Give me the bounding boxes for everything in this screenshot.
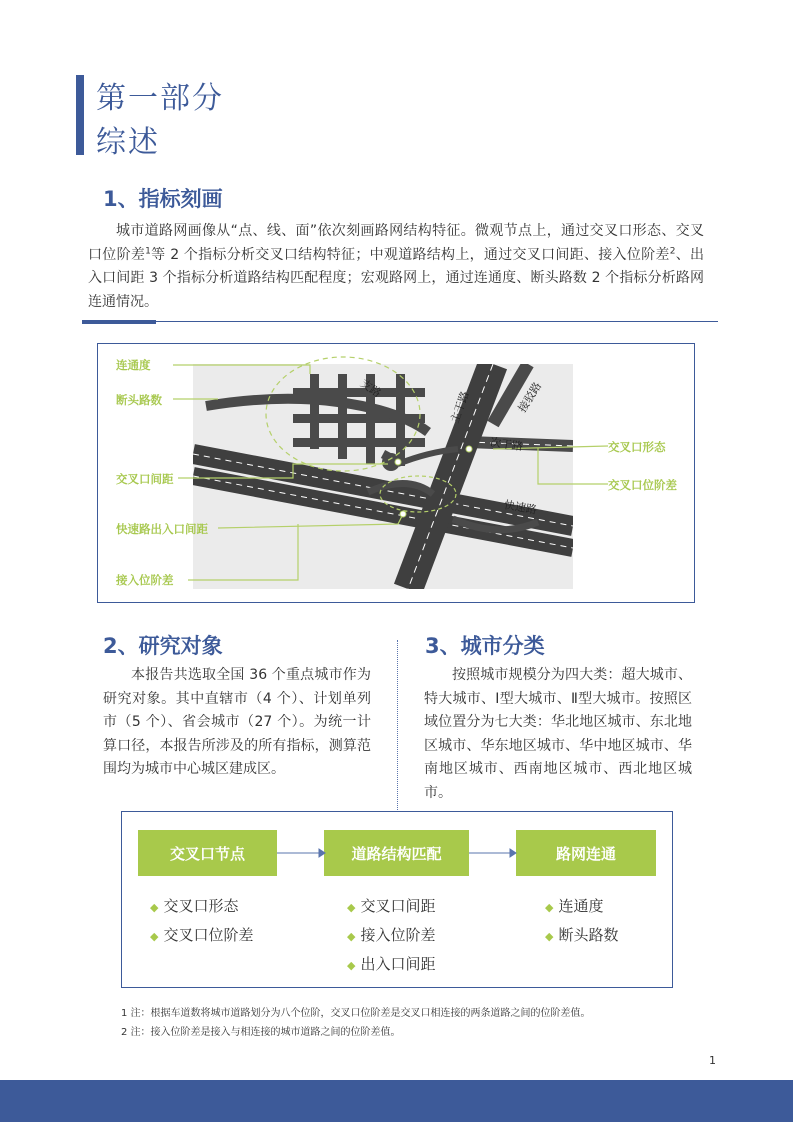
diamond-bullet-icon: ◆ [347, 901, 356, 914]
part-subtitle: 综述 [96, 125, 160, 160]
map-label-intersection-form: 交叉口形态 [608, 440, 666, 454]
column-divider [397, 640, 398, 812]
section-divider-thin [156, 321, 718, 322]
section1-text-b: 等 2 个指标分析交叉口结构特征；中观道路结构上，通过交叉口间距、接入位阶差 [150, 246, 670, 263]
flow-box-network-connectivity: 路网连通 [516, 830, 656, 876]
flow-arrows [277, 845, 517, 861]
part-accent-bar [76, 75, 84, 155]
diamond-bullet-icon: ◆ [347, 959, 356, 972]
footnote-ref-2: 2 [669, 245, 676, 256]
section-divider-thick [82, 320, 156, 324]
footnote-1: 1 注：根据车道数将城市道路划分为八个位阶，交叉口位阶差是交叉口相连接的两条道路之间的位阶差值。 [121, 1008, 591, 1019]
road-network-graphic [98, 344, 694, 602]
section1-text-a: 城市道路网画像从“点、线、面”依次刻画路网结构特征。微观节点上，通过交叉口形态、交叉口位阶差 [88, 223, 704, 263]
map-label-dead-end-roads: 断头路数 [116, 393, 162, 407]
footer-bar [0, 1080, 793, 1122]
road-label-branch: 支路 [357, 376, 384, 401]
footnote-2: 2 注：接入位阶差是接入与相连接的城市道路之间的位阶差值。 [121, 1027, 401, 1038]
map-label-connectivity: 连通度 [116, 358, 151, 372]
section2-title: 2、研究对象 [103, 634, 223, 658]
flow-box-intersection-node: 交叉口节点 [138, 830, 277, 876]
road-label-connector: 接驳路 [515, 379, 545, 415]
section1-text-c: 、出入口间距 3 个指标分析道路结构匹配程度；宏观路网上，通过连通度、断头路数 2 个指标分析路网连通情况。 [88, 246, 704, 310]
road-label-secondary: 次干路 [489, 435, 524, 454]
map-label-access-grade-diff: 接入位阶差 [116, 573, 174, 587]
section3-title: 3、城市分类 [425, 634, 545, 658]
flow-item: ◆ 接入位阶差 [347, 926, 436, 944]
road-label-arterial: 主干路 [448, 389, 472, 425]
flow-box-road-structure: 道路结构匹配 [324, 830, 469, 876]
flow-item: ◆ 连通度 [545, 897, 604, 915]
flow-item: ◆ 交叉口间距 [347, 897, 436, 915]
map-label-intersection-grade-diff: 交叉口位阶差 [608, 478, 677, 492]
map-label-intersection-spacing: 交叉口间距 [116, 472, 174, 486]
diamond-bullet-icon: ◆ [545, 930, 554, 943]
map-label-ramp-spacing: 快速路出入口间距 [116, 522, 208, 536]
part-title: 第一部分 [96, 81, 224, 116]
diamond-bullet-icon: ◆ [150, 901, 159, 914]
flow-item: ◆ 交叉口形态 [150, 897, 239, 915]
road-label-expressway: 快速路 [503, 498, 538, 517]
section1-title: 1、指标刻画 [103, 187, 223, 211]
section3-paragraph: 按照城市规模分为四大类：超大城市、特大城市、Ⅰ型大城市、Ⅱ型大城市。按照区域位置分为七大类：华北地区城市、东北地区城市、华东地区城市、华中地区城市、华南地区城市、西南地区城市、西北地区城市。 [424, 667, 692, 801]
page-number: 1 [709, 1054, 716, 1067]
section2-paragraph: 本报告共选取全国 36 个重点城市作为研究对象。其中直辖市（4 个）、计划单列市（5 个）、省会城市（27 个）。为统一计算口径，本报告所涉及的所有指标，测算范围均为城市中心城区建成区。 [103, 667, 371, 777]
footnote-ref-1: 1 [145, 245, 151, 256]
section1-paragraph [88, 220, 704, 314]
flow-item: ◆ 出入口间距 [347, 955, 436, 973]
diamond-bullet-icon: ◆ [545, 901, 554, 914]
flow-item: ◆ 交叉口位阶差 [150, 926, 254, 944]
flow-item: ◆ 断头路数 [545, 926, 619, 944]
road-network-diagram [97, 343, 695, 603]
diamond-bullet-icon: ◆ [347, 930, 356, 943]
diamond-bullet-icon: ◆ [150, 930, 159, 943]
